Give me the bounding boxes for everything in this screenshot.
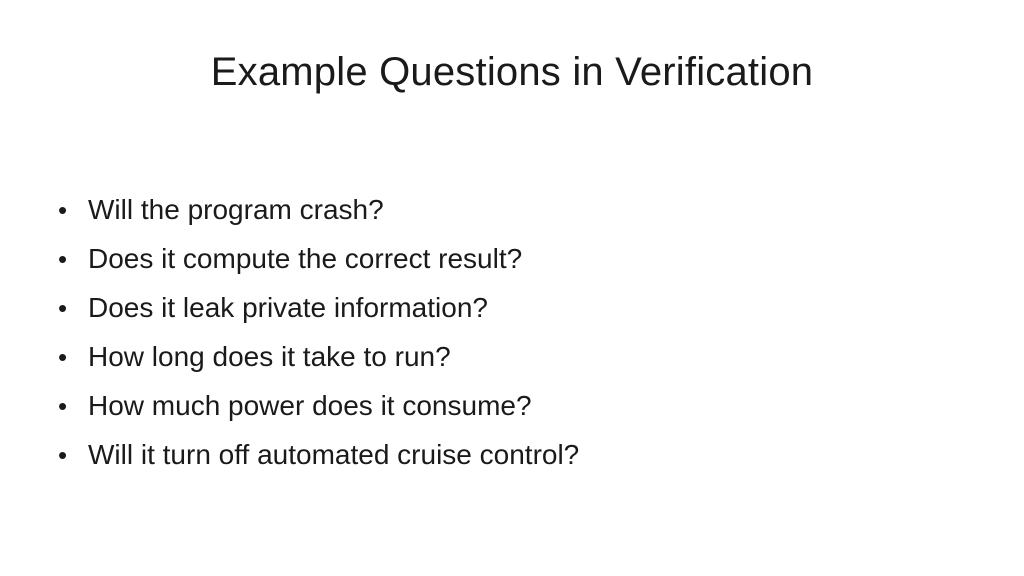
bullet-list: [58, 188, 579, 482]
bullet-icon: •: [58, 195, 68, 225]
list-item: [58, 188, 579, 237]
list-item: [58, 384, 579, 433]
bullet-text: How long does it take to run?: [88, 341, 451, 372]
bullet-icon: •: [58, 244, 68, 274]
bullet-text: Does it compute the correct result?: [88, 243, 523, 274]
list-item: [58, 335, 579, 384]
bullet-icon: •: [58, 342, 68, 372]
bullet-icon: •: [58, 440, 68, 470]
bullet-text: How much power does it consume?: [88, 390, 532, 421]
bullet-text: Does it leak private information?: [88, 292, 488, 323]
list-item: [58, 237, 579, 286]
bullet-icon: •: [58, 293, 68, 323]
bullet-icon: •: [58, 391, 68, 421]
slide-title: Example Questions in Verification: [210, 50, 814, 94]
bullet-text: Will it turn off automated cruise control?: [88, 439, 580, 470]
list-item: [58, 433, 579, 482]
bullet-text: Will the program crash?: [88, 194, 384, 225]
list-item: [58, 286, 579, 335]
